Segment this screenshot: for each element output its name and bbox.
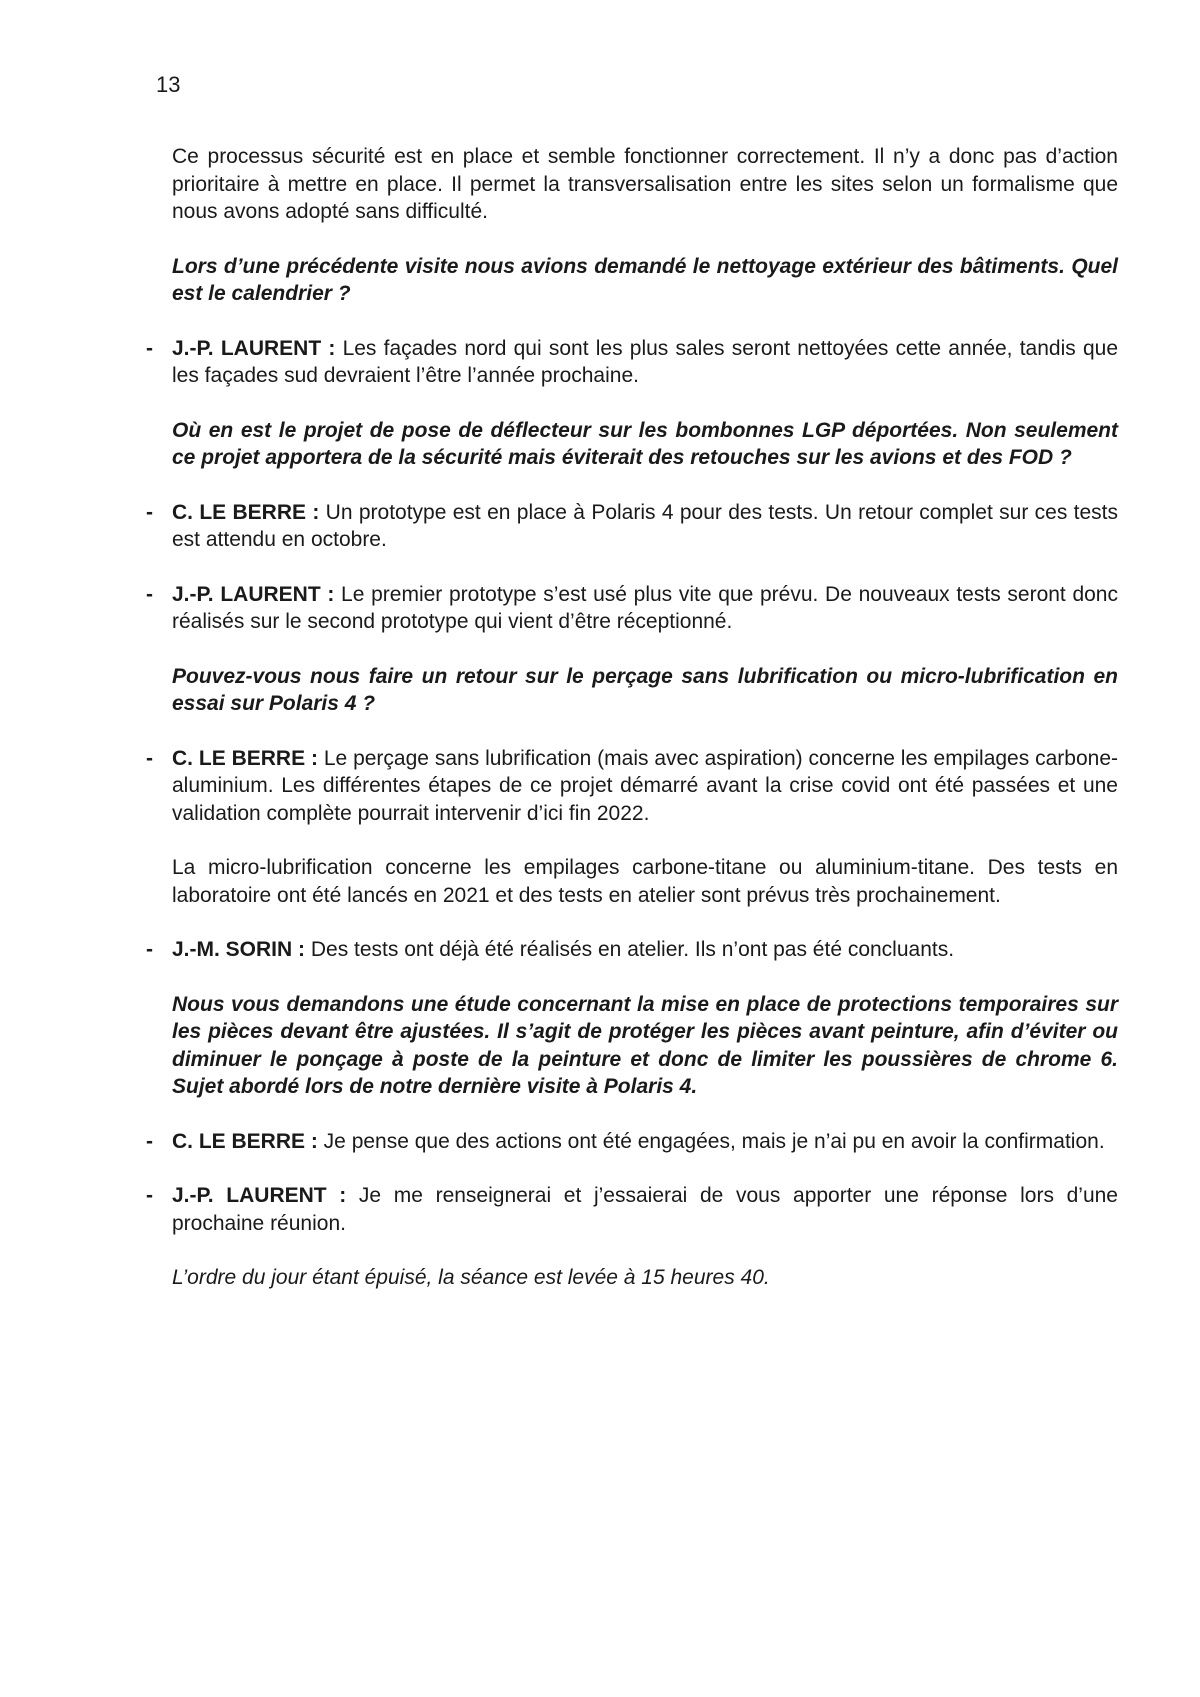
document-body <box>146 143 1119 1319</box>
answer-text: Un prototype est en place à Polaris 4 pour des tests. Un retour complet sur ces tests est attendu en octobre. <box>172 500 1119 551</box>
closing-statement: L’ordre du jour étant épuisé, la séance est levée à 15 heures 40. <box>172 1266 770 1289</box>
speaker-name: C. LE BERRE : <box>172 746 318 770</box>
answer-text: Les façades nord qui sont les plus sales seront nettoyées cette année, tandis que les façades sud devraient l’être l’année prochaine. <box>172 336 1118 387</box>
question: Pouvez-vous nous faire un retour sur le perçage sans lubrification ou micro-lubrification en essai sur Polaris 4 ? <box>172 664 1118 715</box>
speaker-name: J.-P. LAURENT : <box>172 336 336 360</box>
bullet-dash: - <box>146 336 153 360</box>
answer <box>146 581 1118 636</box>
speaker-name: J.-P. LAURENT : <box>172 1184 347 1207</box>
paragraph: La micro-lubrification concerne les empilages carbone-titane ou aluminium-titane. Des tests en laboratoire ont été lancés en 2021 et des tests en atelier sont prévus très prochainement. <box>172 856 1118 907</box>
answer-text: Le perçage sans lubrification (mais avec aspiration) concerne les empilages carbone-aluminium. Les différentes étapes de ce projet démarré avant la crise covid ont été passées et une validation complète pourrait intervenir d’ici fin 2022. <box>172 746 1118 825</box>
bullet-dash: - <box>146 500 153 524</box>
answer <box>146 936 1118 964</box>
speaker-name: J.-M. SORIN : <box>172 938 306 961</box>
speaker-name: C. LE BERRE : <box>172 1129 318 1153</box>
bullet-dash: - <box>146 1184 153 1207</box>
answer-text: Des tests ont déjà été réalisés en atelier. Ils n’ont pas été concluants. <box>305 938 955 961</box>
answer <box>146 1182 1118 1237</box>
question: Où en est le projet de pose de déflecteur sur les bombonnes LGP déportées. Non seulement ce projet apportera de la sécurité mais éviterait des retouches sur les avions et des FOD ? <box>172 418 1118 469</box>
question: Nous vous demandons une étude concernant la mise en place de protections temporaires sur les pièces devant être ajustées. Il s’agit de protéger les pièces avant peinture, afin d’éviter ou diminuer le ponçage à poste de la peinture et donc de limiter les poussières de chrome 6. Sujet abordé lors de notre dernière visite à Polaris 4. <box>172 992 1118 1098</box>
answer <box>146 335 1118 390</box>
answer-text: Je me renseignerai et j’essaierai de vous apporter une réponse lors d’une prochaine réunion. <box>172 1184 1118 1235</box>
bullet-dash: - <box>146 1129 153 1153</box>
answer-text: Je pense que des actions ont été engagées, mais je n’ai pu en avoir la confirmation. <box>317 1129 1105 1153</box>
question: Lors d’une précédente visite nous avions demandé le nettoyage extérieur des bâtiments. Quel est le calendrier ? <box>172 254 1118 305</box>
answer-text: Le premier prototype s’est usé plus vite que prévu. De nouveaux tests seront donc réalisés sur le second prototype qui vient d’être réceptionné. <box>172 582 1118 633</box>
bullet-dash: - <box>146 582 153 606</box>
page-number: 13 <box>156 72 181 97</box>
speaker-name: C. LE BERRE : <box>172 500 320 524</box>
answer <box>146 1128 1118 1156</box>
bullet-dash: - <box>146 938 153 961</box>
answer <box>146 745 1118 828</box>
speaker-name: J.-P. LAURENT : <box>172 582 335 606</box>
paragraph: Ce processus sécurité est en place et semble fonctionner correctement. Il n’y a donc pas d’action prioritaire à mettre en place. Il permet la transversalisation entre les sites selon un formalisme que nous avons adopté sans difficulté. <box>172 145 1118 223</box>
bullet-dash: - <box>146 746 153 770</box>
answer <box>146 499 1119 554</box>
